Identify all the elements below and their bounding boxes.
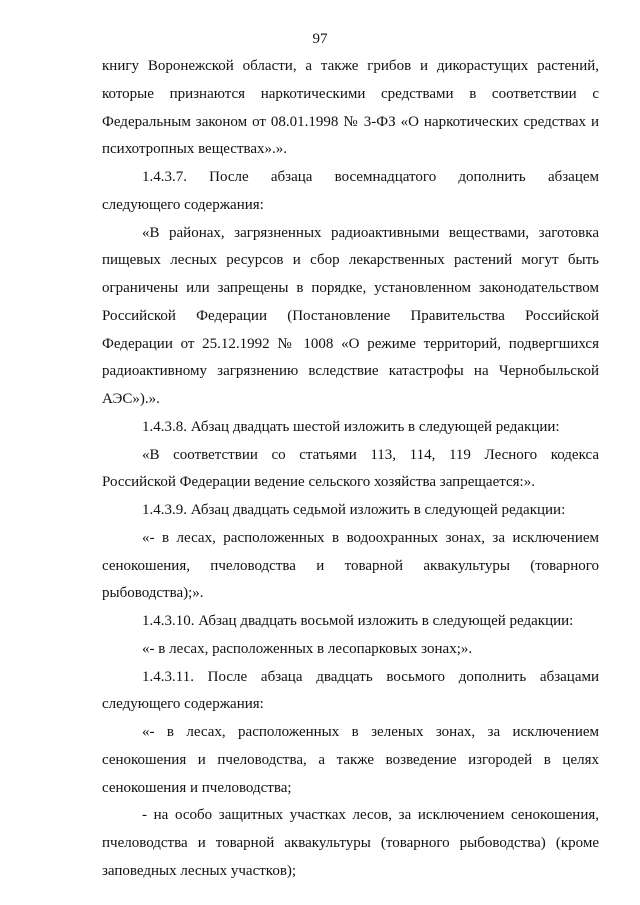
quote-line: рыбоводства);». [102,585,204,601]
clause-heading: 1.4.3.8. Абзац двадцать шестой изложить в следующей редакции: [142,419,560,435]
quote-line: ограничены или запрещены в порядке, установленном законодательством [102,280,599,296]
quote-line: заповедных лесных участков); [102,863,297,879]
clause-heading: 1.4.3.10. Абзац двадцать восьмой изложить в следующей редакции: [142,613,574,629]
clause-heading: 1.4.3.9. Абзац двадцать седьмой изложить в следующей редакции: [142,502,566,518]
quote-line: сенокошения и пчеловодства; [102,780,292,796]
quote-line: пчеловодства и товарной аквакультуры (товарного рыбоводства) (кроме [102,835,599,851]
quote-line: Федерации от 25.12.1992 № 1008 «О режиме территорий, подвергшихся [102,336,599,352]
quote-line: «- в лесах, расположенных в водоохранных зонах, за исключением [142,530,599,546]
page-number: 97 [312,31,328,47]
quote-line: радиоактивному загрязнению вследствие катастрофы на Чернобыльской [102,363,599,379]
text-line: которые признаются наркотическими средствами в соответствии с [102,86,599,102]
text-line: Федеральным законом от 08.01.1998 № 3-ФЗ «О наркотических средствах и [102,114,599,130]
text-line: следующего содержания: [102,197,264,213]
clause-heading: 1.4.3.7. После абзаца восемнадцатого дополнить абзацем [142,169,599,185]
quote-line: сенокошения и пчеловодства, а также возведение изгородей в целях [102,752,599,768]
quote-line: Российской Федерации ведение сельского хозяйства запрещается:». [102,474,535,490]
text-line: книгу Воронежской области, а также грибов и дикорастущих растений, [102,58,599,74]
clause-heading: 1.4.3.11. После абзаца двадцать восьмого дополнить абзацами [142,669,599,685]
quote-line: пищевых лесных ресурсов и сбор лекарственных растений могут быть [102,252,599,268]
text-line: следующего содержания: [102,696,264,712]
quote-line: АЭС»).». [102,391,160,407]
quote-line: «- в лесах, расположенных в зеленых зонах, за исключением [142,724,599,740]
quote-line: - на особо защитных участках лесов, за исключением сенокошения, [142,807,599,823]
quote-line: «В соответствии со статьями 113, 114, 119 Лесного кодекса [142,447,599,463]
quote-line: «В районах, загрязненных радиоактивными веществами, заготовка [142,225,599,241]
text-line: психотропных веществах».». [102,141,288,157]
quote-line: Российской Федерации (Постановление Правительства Российской [102,308,599,324]
quote-line: «- в лесах, расположенных в лесопарковых зонах;». [142,641,473,657]
quote-line: сенокошения, пчеловодства и товарной аквакультуры (товарного [102,558,599,574]
